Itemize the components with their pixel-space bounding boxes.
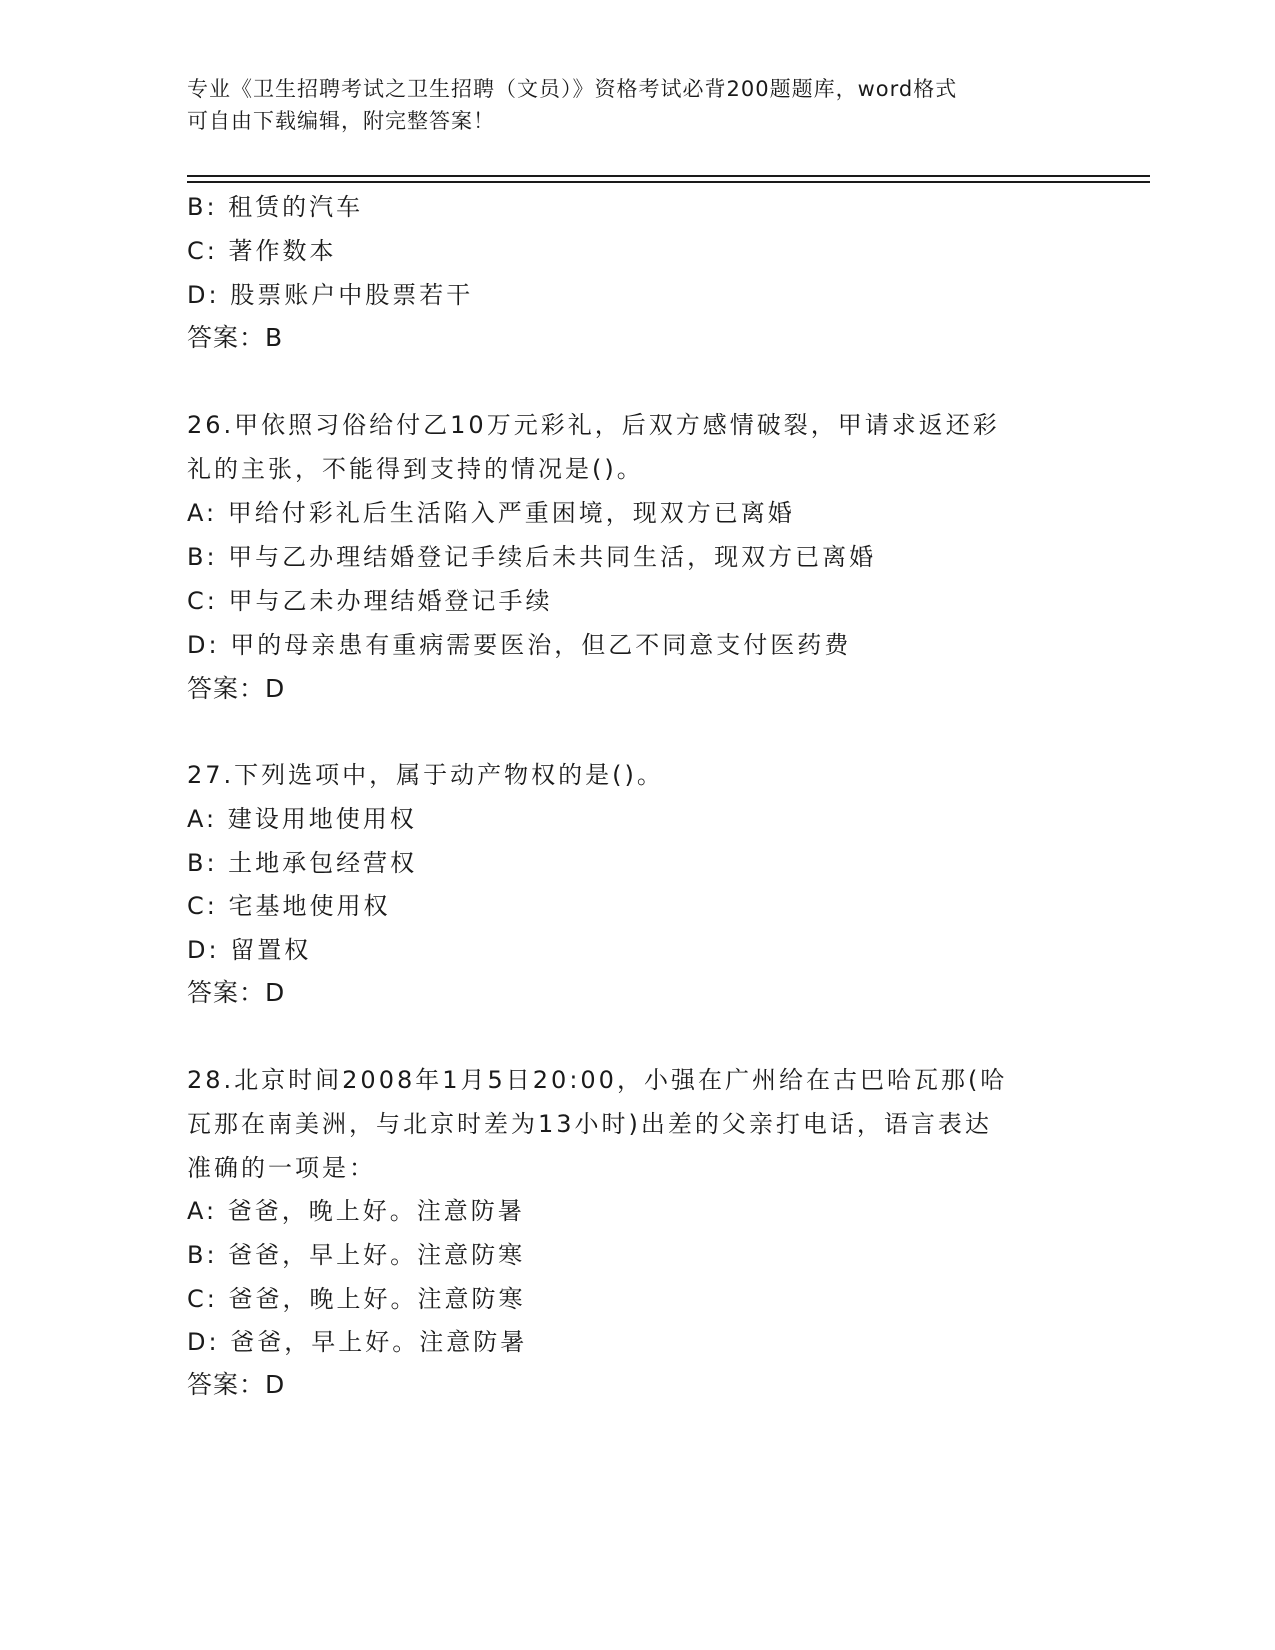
q26-stem-line-2: 礼的主张，不能得到支持的情况是()。 (187, 455, 644, 483)
header-line-2: 可自由下载编辑，附完整答案！ (187, 109, 495, 133)
document-header (187, 73, 1067, 137)
q28-option-b: B: 爸爸，早上好。注意防寒 (187, 1241, 526, 1269)
q26-option-d: D: 甲的母亲患有重病需要医治，但乙不同意支付医药费 (187, 631, 852, 659)
q26-stem-line-1: 26.甲依照习俗给付乙10万元彩礼，后双方感情破裂，甲请求返还彩 (187, 411, 1000, 439)
q26-option-b: B: 甲与乙办理结婚登记手续后未共同生活，现双方已离婚 (187, 543, 877, 571)
q28-option-a: A: 爸爸，晚上好。注意防暑 (187, 1197, 525, 1225)
q25-option-d: D: 股票账户中股票若干 (187, 281, 474, 309)
q27-option-a: A: 建设用地使用权 (187, 805, 417, 833)
q28-stem-line-2: 瓦那在南美洲，与北京时差为13小时)出差的父亲打电话，语言表达 (187, 1110, 992, 1138)
q25-option-c: C: 著作数本 (187, 237, 337, 265)
q26-answer: 答案：D (187, 674, 286, 703)
q28-option-c: C: 爸爸，晚上好。注意防寒 (187, 1285, 526, 1313)
q27-option-d: D: 留置权 (187, 936, 312, 964)
q27-option-c: C: 宅基地使用权 (187, 892, 391, 920)
q27-answer: 答案：D (187, 978, 286, 1007)
q25-option-b: B: 租赁的汽车 (187, 193, 364, 221)
q26-option-a: A: 甲给付彩礼后生活陷入严重困境，现双方已离婚 (187, 499, 795, 527)
q27-stem-line-1: 27.下列选项中，属于动产物权的是()。 (187, 761, 664, 789)
q26-option-c: C: 甲与乙未办理结婚登记手续 (187, 587, 553, 615)
q28-answer: 答案：D (187, 1370, 286, 1399)
header-line-1: 专业《卫生招聘考试之卫生招聘（文员）》资格考试必背200题题库，word格式 (187, 77, 958, 101)
q28-option-d: D: 爸爸，早上好。注意防暑 (187, 1328, 528, 1356)
header-rule-top (187, 175, 1150, 177)
q25-answer: 答案：B (187, 323, 284, 352)
q28-stem-line-3: 准确的一项是： (187, 1154, 376, 1182)
header-rule-bottom (187, 181, 1150, 183)
q28-stem-line-1: 28.北京时间2008年1月5日20:00，小强在广州给在古巴哈瓦那(哈 (187, 1066, 1008, 1094)
q27-option-b: B: 土地承包经营权 (187, 849, 418, 877)
